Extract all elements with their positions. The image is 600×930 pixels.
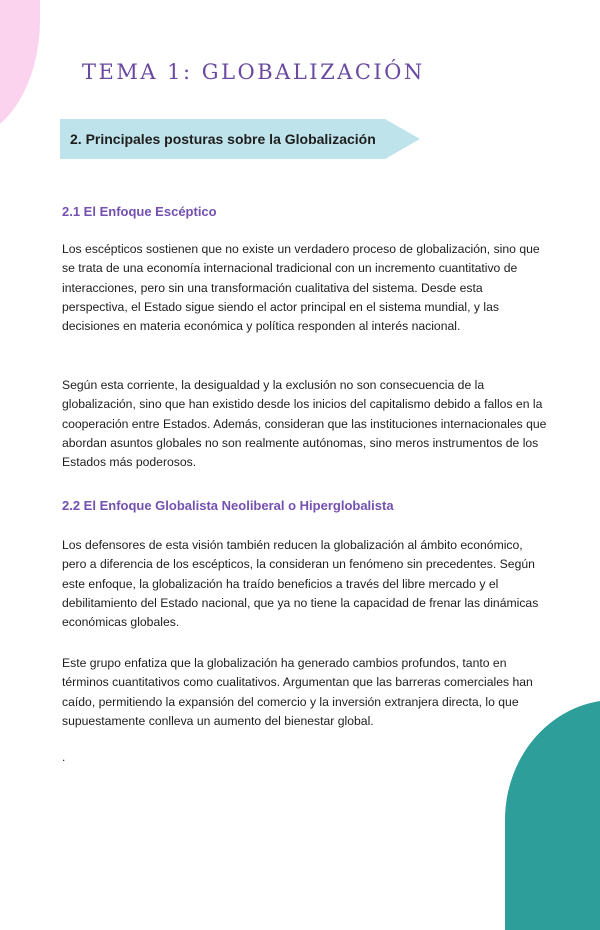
paragraph-globalist-1: Los defensores de esta visión también reducen la globalización al ámbito económico, pero a diferencia de los escépticos, la consideran un fenómeno sin precedentes. Según este enfoque, la globalización ha traído beneficios a través del libre mercado y el debilitamiento del Estado nacional, que ya no tiene la capacidad de frenar las dinámicas económicas globales. <box>62 538 539 630</box>
page-title: TEMA 1: GLOBALIZACIÓN <box>82 60 425 84</box>
subsection-heading-skeptic: 2.1 El Enfoque Escéptico <box>62 204 217 219</box>
section-banner <box>60 119 420 159</box>
paragraph-skeptic-1: Los escépticos sostienen que no existe un verdadero proceso de globalización, sino que se trata de una economía internacional tradicional con un incremento cuantitativo de interacciones, pero sin una transformación cualitativa del sistema. Desde esta perspectiva, el Estado sigue siendo el actor principal en el sistema mundial, y las decisiones en materia económica y política responden al interés nacional. <box>62 242 540 334</box>
decorative-pink-blob <box>0 0 40 140</box>
paragraph-skeptic-2: Según esta corriente, la desigualdad y la exclusión no son consecuencia de la globalización, sino que han existido desde los inicios del capitalismo debido a fallos en la cooperación entre Estados. Además, consideran que las instituciones internacionales que abordan asuntos globales no son realmente autónomas, sino meros instrumentos de los Estados más poderosos. <box>62 378 547 470</box>
paragraph-globalist-2: Este grupo enfatiza que la globalización ha generado cambios profundos, tanto en términos cuantitativos como cualitativos. Argumentan que las barreras comerciales han caído, permitiendo la expansión del comercio y la inversión extranjera directa, lo que supuestamente conlleva un aumento del bienestar global. <box>62 656 533 728</box>
trailing-mark: . <box>62 750 66 764</box>
decorative-teal-blob <box>505 700 600 930</box>
subsection-heading-globalist: 2.2 El Enfoque Globalista Neoliberal o Hiperglobalista <box>62 498 394 513</box>
section-banner-label: 2. Principales posturas sobre la Globalización <box>70 131 376 147</box>
